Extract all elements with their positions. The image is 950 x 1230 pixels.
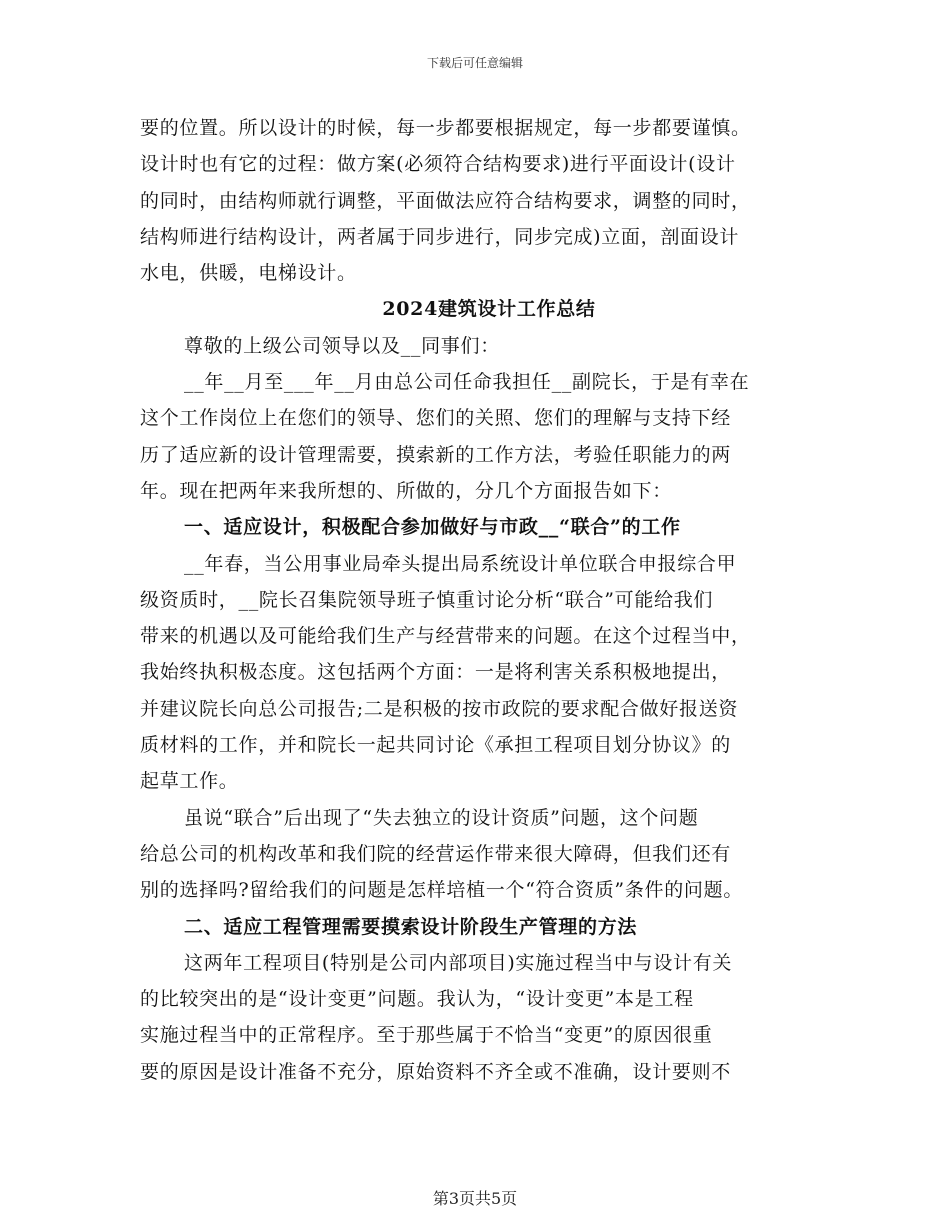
paragraph-line: 要的位置。所以设计的时候，每一步都要根据规定，每一步都要谨慎。 [140,117,751,139]
paragraph-line: 历了适应新的设计管理需要，摸索新的工作方法，考验任职能力的两 [140,443,732,466]
paragraph-line: 虽说“联合”后出现了“失去独立的设计资质”问题，这个问题 [184,806,699,829]
paragraph-line: 起草工作。 [140,770,239,793]
paragraph-line: 我始终执积极态度。这包括两个方面：一是将利害关系积极地提出， [140,661,732,684]
salutation: 尊敬的上级公司领导以及__同事们： [184,334,500,357]
document-title: 2024建筑设计工作总结 [382,298,596,321]
paragraph-line: 的同时，由结构师就行调整，平面做法应符合结构要求，调整的同时， [140,189,751,212]
paragraph-line: __年春，当公用事业局牵头提出局系统设计单位联合申报综合甲 [184,552,737,575]
paragraph-line: 结构师进行结构设计，两者属于同步进行，同步完成)立面，剖面设计 [140,225,740,248]
page-number: 第3页共5页 [432,1189,518,1208]
paragraph-line: 并建议院长向总公司报告;二是积极的按市政院的要求配合做好报送资 [140,697,739,720]
paragraph-line: 这个工作岗位上在您们的领导、您们的关照、您们的理解与支持下经 [140,407,732,430]
document-body [140,110,810,1090]
paragraph-line: 年。现在把两年来我所想的、所做的，分几个方面报告如下： [140,479,672,502]
paragraph-line: 的比较突出的是“设计变更”问题。我认为，“设计变更”本是工程 [140,988,694,1011]
paragraph-line: 质材料的工作，并和院长一起共同讨论《承担工程项目划分协议》的 [140,734,732,757]
paragraph-line: 要的原因是设计准备不充分，原始资料不齐全或不准确，设计要则不 [140,1060,732,1083]
paragraph-line: 这两年工程项目(特别是公司内部项目)实施过程当中与设计有关 [184,951,733,974]
paragraph-line: 级资质时，__院长召集院领导班子慎重讨论分析“联合”可能给我们 [140,588,714,611]
section-heading: 二、适应工程管理需要摸索设计阶段生产管理的方法 [184,915,638,938]
paragraph-line: 实施过程当中的正常程序。至于那些属于不恰当“变更”的原因很重 [140,1024,713,1047]
paragraph-line: 水电，供暖，电梯设计。 [140,262,357,285]
paragraph-line: 别的选择吗?留给我们的问题是怎样培植一个“符合资质”条件的问题。 [140,879,744,902]
paragraph-line: 给总公司的机构改革和我们院的经营运作带来很大障碍，但我们还有 [140,842,732,865]
paragraph-line: 设计时也有它的过程：做方案(必须符合结构要求)进行平面设计(设计 [140,153,736,176]
paragraph-line: __年__月至___年__月由总公司任命我担任__副院长，于是有幸在 [184,371,750,394]
paragraph-line: 带来的机遇以及可能给我们生产与经营带来的问题。在这个过程当中， [140,625,751,648]
header-note: 下载后可任意编辑 [426,56,523,70]
section-heading: 一、适应设计，积极配合参加做好与市政__“联合”的工作 [184,516,681,539]
